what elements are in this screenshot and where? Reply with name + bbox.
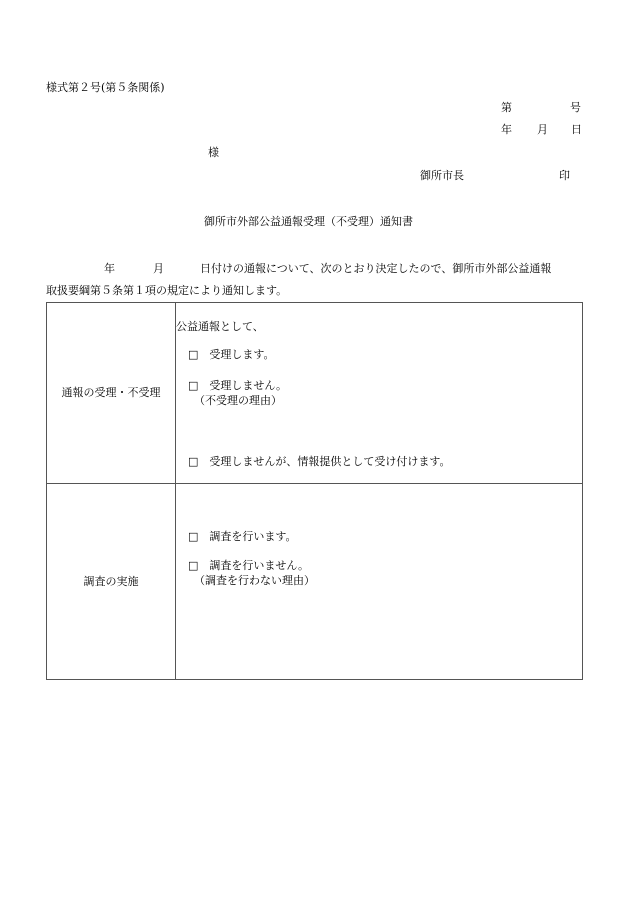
column-divider — [175, 303, 176, 679]
decision-table — [46, 302, 583, 680]
info-provision-checkbox-option[interactable]: □ 受理しませんが、情報提供として受け付けます。 — [188, 455, 451, 468]
reject-reason-label: （不受理の理由） — [194, 394, 282, 407]
document-number-prefix: 第 — [501, 101, 512, 114]
acceptance-section-label: 通報の受理・不受理 — [61, 386, 161, 399]
no-investigate-checkbox-option[interactable]: □ 調査を行いません。 — [188, 559, 310, 572]
no-investigate-reason-label: （調査を行わない理由） — [194, 574, 315, 587]
form-number: 様式第２号(第５条関係) — [46, 81, 165, 94]
body-month-label: 月 — [153, 262, 164, 275]
row-divider — [47, 483, 582, 484]
body-line-2: 取扱要綱第５条第１項の規定により通知します。 — [46, 284, 288, 297]
investigation-section-label: 調査の実施 — [83, 575, 139, 588]
document-number-suffix: 号 — [570, 101, 581, 114]
addressee-honorific: 様 — [208, 146, 219, 159]
investigate-checkbox-option[interactable]: □ 調査を行います。 — [188, 530, 297, 543]
date-year-label: 年 — [501, 123, 512, 136]
date-month-label: 月 — [537, 123, 548, 136]
date-day-label: 日 — [571, 123, 582, 136]
seal-mark: 印 — [559, 169, 570, 182]
reject-checkbox-option[interactable]: □ 受理しません。 — [188, 379, 288, 392]
document-title: 御所市外部公益通報受理（不受理）通知書 — [204, 215, 413, 228]
sender-name: 御所市長 — [420, 169, 464, 182]
acceptance-intro: 公益通報として、 — [176, 320, 264, 333]
body-year-label: 年 — [104, 262, 115, 275]
body-line-1: 日付けの通報について、次のとおり決定したので、御所市外部公益通報 — [200, 262, 552, 275]
accept-checkbox-option[interactable]: □ 受理します。 — [188, 348, 275, 361]
